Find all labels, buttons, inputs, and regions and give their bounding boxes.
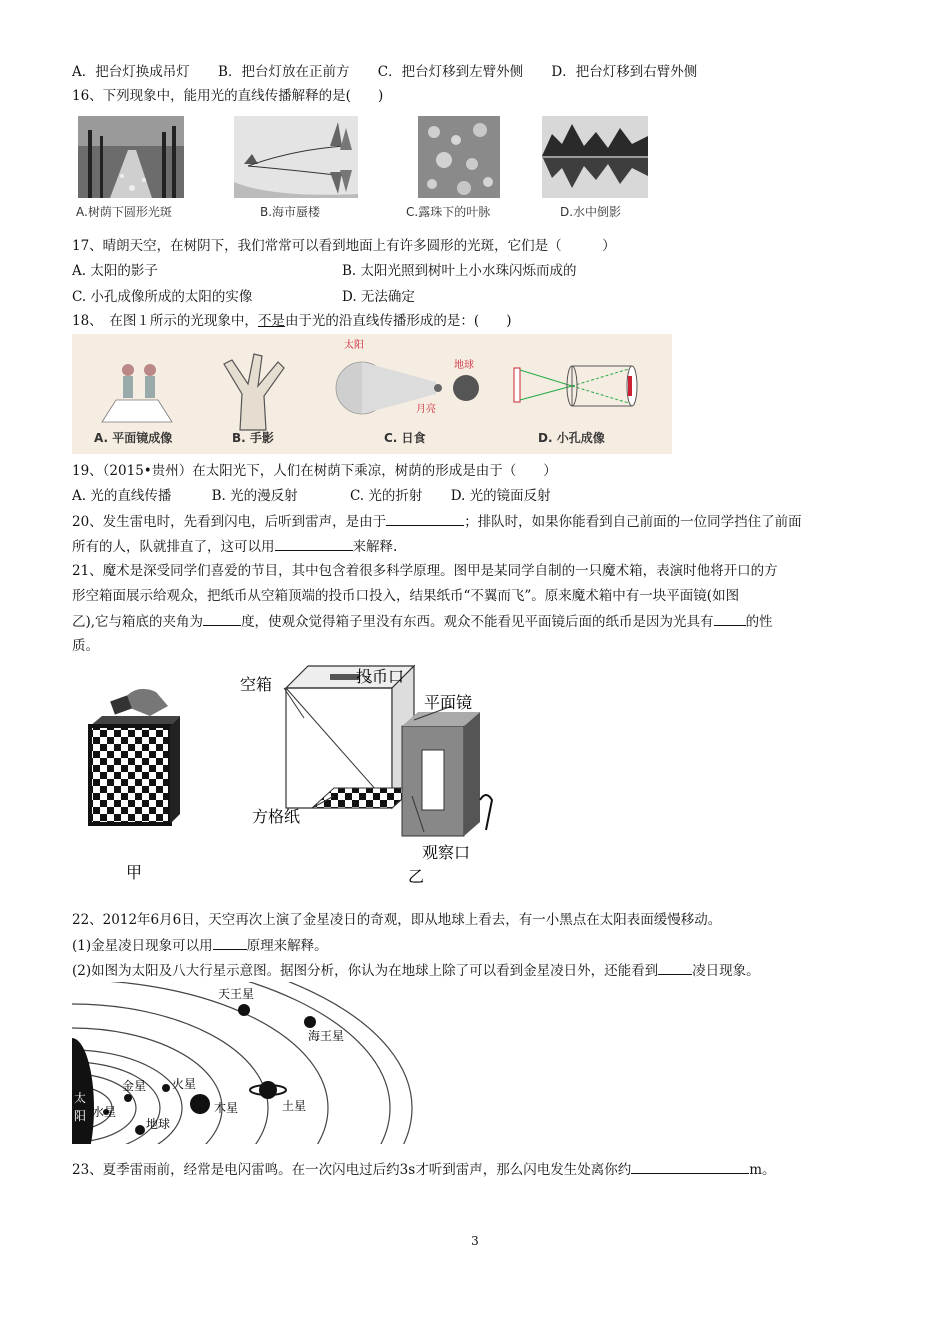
q22-p2a: (2)如图为太阳及八大行星示意图。据图分析，你认为在地球上除了可以看到金星凌日外，还能看到 (72, 963, 659, 979)
q22-label-jupiter: 木星 (214, 1101, 239, 1115)
q21-line3b: 度，使观众觉得箱子里没有东西。观众不能看见平面镜后面的纸币是因为光具有 (241, 614, 714, 630)
q20-line2b: 来解释. (352, 539, 398, 555)
q21-label-yi: 乙 (408, 867, 425, 886)
q15-option-d: D．把台灯移到右臂外侧 (551, 64, 698, 80)
q15-option-b: B．把台灯放在正前方 (218, 64, 350, 80)
q22-label-mercury: 水星 (92, 1105, 117, 1119)
q22-earth (135, 1125, 145, 1135)
q18-figure (72, 334, 672, 454)
q21-box-jia (90, 689, 180, 824)
q21-line1: 21、魔术是深受同学们喜爱的节目，其中包含着很多科学原理。图甲是某同学自制的一只魔术箱，表演时他将开口的方 (72, 563, 778, 579)
q20-part1: 20、发生雷电时，先看到闪电，后听到雷声，是由于 (72, 514, 387, 530)
q18-caption-d: D. 小孔成像 (538, 431, 605, 445)
q18-caption-c: C. 日食 (384, 431, 426, 445)
q22-solar-system-figure (72, 982, 418, 1144)
q22-label-uranus: 天王星 (218, 987, 255, 1001)
q22-uranus (238, 1004, 250, 1016)
q17-option-c: C. 小孔成像所成的太阳的实像 (72, 289, 253, 305)
q22-p1a: (1)金星凌日现象可以用 (72, 938, 213, 954)
q18-label-sun: 太阳 (344, 340, 364, 351)
q22-label-saturn: 土星 (282, 1099, 307, 1113)
q18-stem-pre: 18、 在图１所示的光现象中， (72, 313, 258, 329)
q21-box-yi (286, 666, 492, 836)
q19-option-a: A. 光的直线传播 (72, 488, 172, 504)
q21-figure (72, 660, 512, 890)
q16-stem: 16、下列现象中，能用光的直线传播解释的是( ) (72, 88, 384, 104)
q22-jupiter (190, 1094, 210, 1114)
q21-label-jia: 甲 (126, 863, 143, 882)
q18-stem-emph: 不是 (257, 313, 285, 329)
q22-venus (124, 1094, 132, 1102)
q22-stem: 22、2012年6月6日，天空再次上演了金星凌日的奇观，即从地球上看去，有一小黑点在太阳表面缓慢移动。 (72, 912, 722, 928)
q16-caption-a: A.树荫下圆形光斑 (76, 205, 172, 219)
q21-label-mirror: 平面镜 (424, 693, 473, 712)
q16-photo-b (234, 116, 358, 198)
q22-label-mars: 火星 (172, 1077, 197, 1091)
q17-option-b: B. 太阳光照到树叶上小水珠闪烁而成的 (342, 263, 577, 279)
q16-caption-b: B.海市蜃楼 (260, 205, 321, 219)
q22-label-venus: 金星 (122, 1079, 147, 1093)
q17-stem: 17、晴朗天空，在树阴下，我们常常可以看到地面上有许多圆形的光斑，它们是（ ） (72, 238, 616, 254)
q21-label-empty-box: 空箱 (240, 675, 273, 694)
q22-label-sun-2: 阳 (74, 1109, 87, 1123)
q22-label-sun-1: 太 (74, 1091, 87, 1105)
q22-blank-2[interactable] (658, 960, 692, 975)
q15-option-c: C．把台灯移到左臂外侧 (377, 64, 524, 80)
q23-blank[interactable] (631, 1159, 749, 1174)
q21-label-coin-slot: 投币口 (356, 667, 405, 686)
q16-photo-a (78, 116, 184, 198)
q21-line3a: 乙),它与箱底的夹角为 (72, 614, 204, 630)
q17-option-d: D. 无法确定 (342, 289, 415, 305)
q21-line2: 形空箱面展示给观众，把纸币从空箱顶端的投币口投入，结果纸币“不翼而飞”。原来魔术箱中有一块平面镜(如图 (72, 588, 740, 604)
q20-line1 (72, 511, 802, 532)
q22-p1b: 原理来解释。 (246, 938, 328, 954)
q20-line2 (72, 536, 397, 557)
q21-line3 (72, 611, 773, 632)
q15-options (72, 62, 697, 82)
q22-neptune (304, 1016, 316, 1028)
q20-blank-2[interactable] (275, 536, 353, 551)
q18-label-earth: 地球 (454, 360, 474, 371)
q22-label-earth: 地球 (146, 1117, 171, 1131)
q21-blank-angle[interactable] (203, 611, 241, 626)
q23-text: 23、夏季雷雨前，经常是电闪雷鸣。在一次闪电过后约3s才听到雷声，那么闪电发生处离你约 (72, 1162, 632, 1178)
q18-stem (72, 311, 511, 331)
q21-label-window: 观察口 (422, 843, 471, 862)
q21-label-grid-paper: 方格纸 (252, 807, 301, 826)
q16-figures (72, 110, 652, 222)
q22-part2 (72, 960, 760, 981)
q22-p2b: 凌日现象。 (692, 963, 760, 979)
q17-option-a: A. 太阳的影子 (72, 263, 158, 279)
q23-line (72, 1159, 776, 1180)
q20-blank-1[interactable] (386, 511, 464, 526)
q15-option-a: A．把台灯换成吊灯 (72, 64, 190, 80)
q19-option-c: C. 光的折射 (349, 488, 423, 504)
q19-option-d: D. 光的镜面反射 (450, 488, 551, 504)
q18-label-moon: 月亮 (416, 404, 436, 415)
q20-part2: ；排队时，如果你能看到自己前面的一位同学挡住了前面 (464, 514, 802, 530)
q22-label-neptune: 海王星 (308, 1029, 345, 1043)
q16-photo-d (542, 116, 648, 198)
q16-caption-c: C.露珠下的叶脉 (406, 205, 491, 219)
q21-line3c: 的性 (745, 614, 773, 630)
q23-unit: m。 (749, 1162, 776, 1178)
q21-line4: 质。 (72, 638, 99, 654)
q18-caption-b: B. 手影 (232, 431, 274, 445)
q19-stem: 19、（2015•贵州）在太阳光下，人们在树荫下乘凉，树荫的形成是由于（ ） (72, 463, 557, 479)
q22-part1 (72, 935, 328, 956)
q19-option-b: B. 光的漫反射 (211, 488, 298, 504)
page-number: 3 (471, 1234, 479, 1248)
q16-photo-c (418, 116, 500, 198)
q20-line2a: 所有的人，队就排直了，这可以用 (72, 539, 275, 555)
q22-blank-1[interactable] (213, 935, 247, 950)
q19-options (72, 486, 551, 506)
q18-stem-post: 由于光的沿直线传播形成的是：( ) (284, 313, 512, 329)
q21-blank-property[interactable] (714, 611, 746, 626)
q16-caption-d: D.水中倒影 (560, 205, 622, 219)
q18-caption-a: A. 平面镜成像 (94, 431, 173, 445)
q22-mars (162, 1084, 170, 1092)
